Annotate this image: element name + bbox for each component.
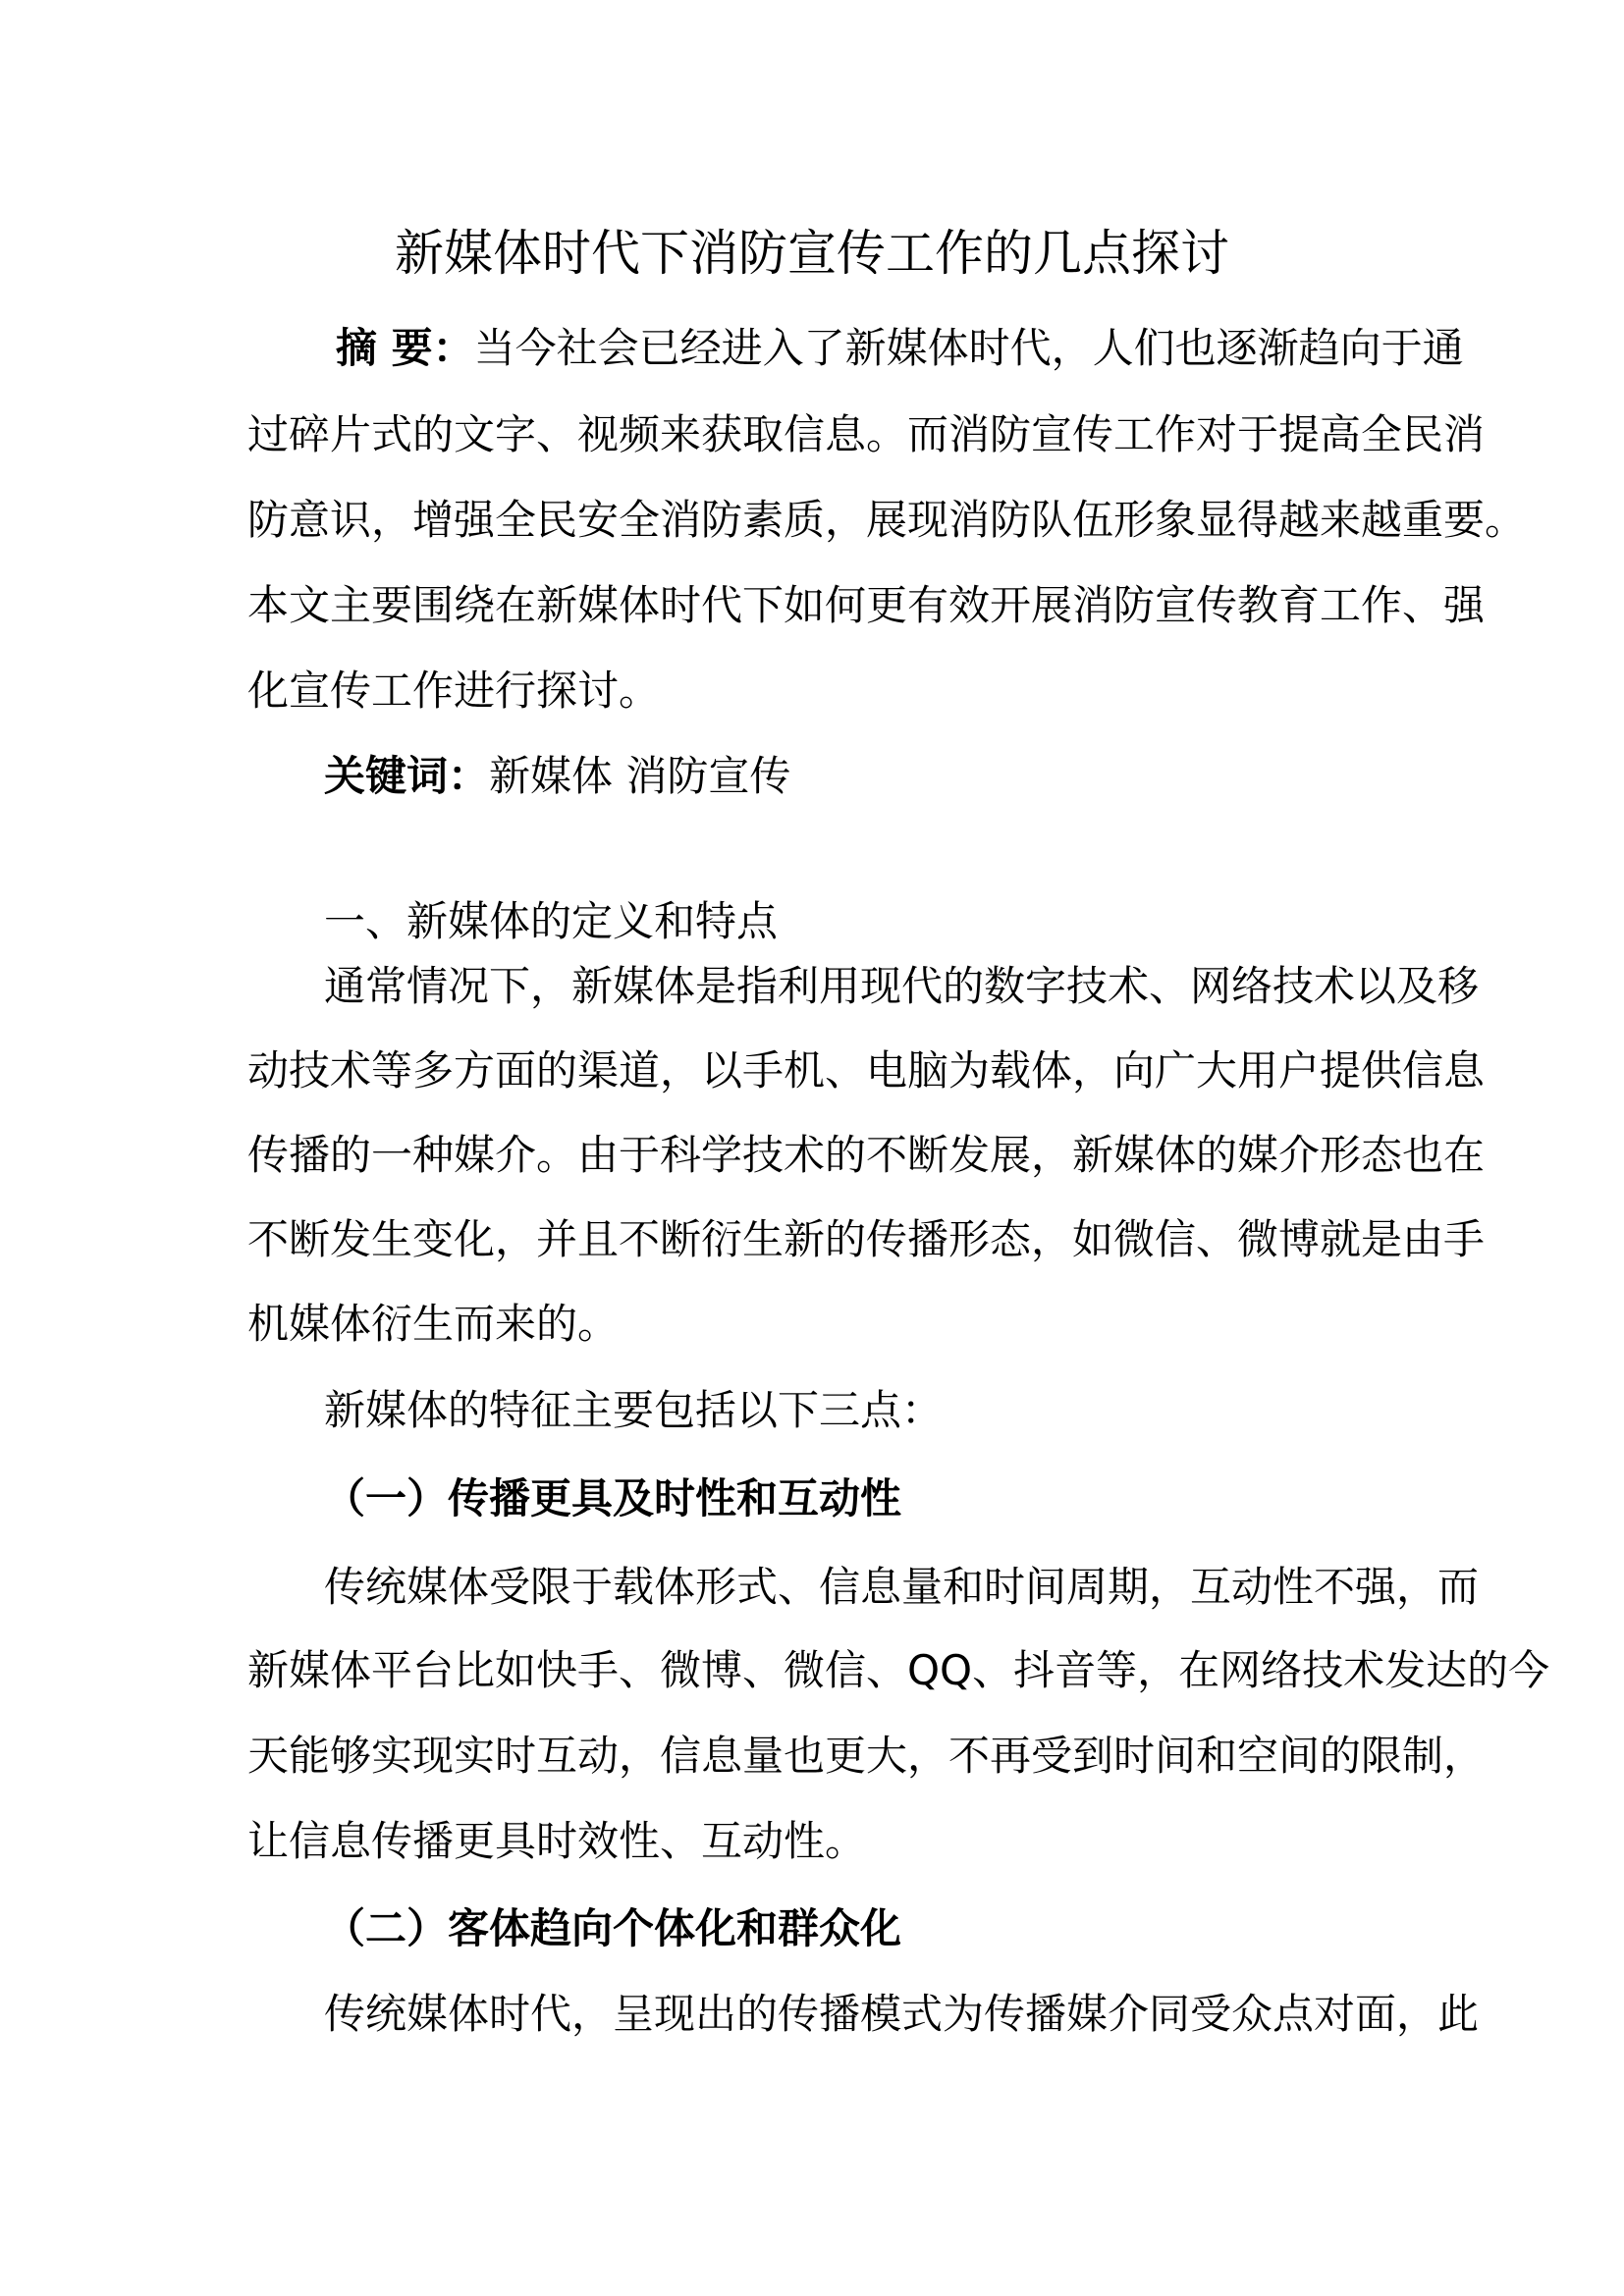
keywords (324, 752, 790, 801)
paragraph-line: 传统媒体时代，呈现出的传播模式为传播媒介同受众点对面，此 (324, 1990, 1480, 2038)
abstract-label: 摘 要： (336, 324, 474, 372)
paragraph-line: 新媒体的特征主要包括以下三点： (324, 1386, 944, 1434)
paragraph-line: 新媒体平台比如快手、微博、微信、QQ、抖音等，在网络技术发达的今 (247, 1646, 1550, 1694)
abstract-first-line (336, 324, 1464, 373)
subsection-heading: （二）客体趋向个体化和群众化 (324, 1904, 902, 1952)
keywords-label: 关键词： (324, 752, 490, 800)
paragraph-line: 动技术等多方面的渠道，以手机、电脑为载体，向广大用户提供信息 (247, 1046, 1486, 1095)
subsection-heading: （一）传播更具及时性和互动性 (324, 1474, 902, 1522)
abstract-line: 化宣传工作进行探讨。 (247, 667, 661, 715)
document-title: 新媒体时代下消防宣传工作的几点探讨 (395, 225, 1229, 282)
paragraph-line: 通常情况下，新媒体是指利用现代的数字技术、网络技术以及移 (324, 962, 1480, 1010)
paragraph-line: 传统媒体受限于载体形式、信息量和时间周期，互动性不强，而 (324, 1563, 1480, 1611)
section-heading: 一、新媒体的定义和特点 (324, 897, 779, 945)
paragraph-line: 天能够实现实时互动，信息量也更大，不再受到时间和空间的限制， (247, 1732, 1486, 1780)
abstract-line: 当今社会已经进入了新媒体时代，人们也逐渐趋向于通 (473, 324, 1464, 372)
paragraph-line: 让信息传播更具时效性、互动性。 (247, 1817, 867, 1865)
abstract-line: 本文主要围绕在新媒体时代下如何更有效开展消防宣传教育工作、强 (247, 581, 1486, 629)
keywords-text: 新媒体 消防宣传 (489, 752, 791, 800)
paragraph-line: 机媒体衍生而来的。 (247, 1300, 620, 1348)
abstract-line: 防意识，增强全民安全消防素质，展现消防队伍形象显得越来越重要。 (247, 496, 1527, 544)
abstract-line: 过碎片式的文字、视频来获取信息。而消防宣传工作对于提高全民消 (247, 410, 1486, 458)
paragraph-line: 不断发生变化，并且不断衍生新的传播形态，如微信、微博就是由手 (247, 1215, 1486, 1263)
paragraph-line: 传播的一种媒介。由于科学技术的不断发展，新媒体的媒介形态也在 (247, 1131, 1486, 1179)
